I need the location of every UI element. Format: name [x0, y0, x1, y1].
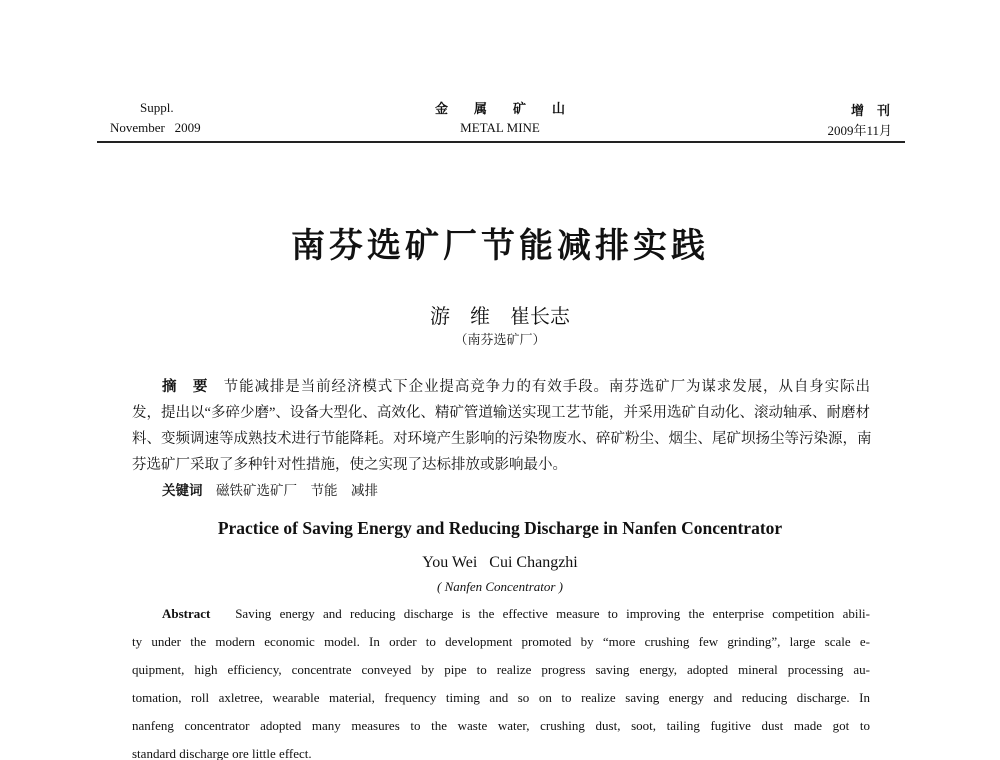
header-suppl: Suppl.: [140, 100, 174, 115]
title-en: Practice of Saving Energy and Reducing Discharge in Nanfen Concentrator: [217, 518, 783, 538]
abstract-en-line: quipment, high efficiency, concentrate conveyed by pipe to realize progress saving energy, adopted mineral processing au-: [132, 662, 870, 677]
abstract-cn-line: 料、变频调速等成熟技术进行节能降耗。对环境产生影响的污染物废水、碎矿粉尘、烟尘、尾矿坝扬尘等污染源，南: [132, 431, 872, 447]
abstract-en-line: tomation, roll axletree, wearable material, frequency timing and so on to realize saving energy and reducing discharge. In: [132, 690, 870, 705]
header-suppl-cn: 增 刊: [850, 103, 890, 118]
journal-name-en: METAL MINE: [460, 120, 540, 135]
authors-en: You Wei Cui Changzhi: [422, 554, 578, 571]
keywords-cn-value: 磁铁矿选矿厂 节能 减排: [216, 483, 378, 498]
affiliation-en: ( Nanfen Concentrator ): [436, 579, 563, 594]
abstract-cn-line: 芬选矿厂采取了多种针对性措施，使之实现了达标排放或影响最小。: [132, 457, 567, 473]
authors-cn: 游 维 崔长志: [430, 306, 570, 328]
header-rule: [97, 141, 905, 143]
abstract-cn-line: 摘 要 节能减排是当前经济模式下企业提高竞争力的有效手段。南芬选矿厂为谋求发展，从自身实际出: [162, 379, 871, 395]
keywords-cn-label: 关键词: [162, 483, 203, 498]
abstract-en-line: standard discharge ore little effect.: [132, 746, 312, 760]
header-date-en: November 2009: [110, 120, 201, 135]
keywords-cn: [162, 479, 378, 499]
abstract-en-line: Abstract Saving energy and reducing discharge is the effective measure to improving the enterprise competition abili-: [162, 606, 870, 621]
abstract-en-line: ty under the modern economic model. In order to development promoted by “more crushing few grinding”, large scale e-: [132, 634, 870, 649]
title-cn: 南芬选矿厂节能减排实践: [291, 228, 709, 265]
abstract-en-label: Abstract: [162, 606, 211, 621]
affiliation-cn: （南芬选矿厂）: [454, 332, 546, 347]
abstract-en-line: nanfeng concentrator adopted many measures to the waste water, crushing dust, soot, tailing fugitive dust made got to: [132, 718, 870, 733]
abstract-cn-label: 摘 要: [162, 379, 209, 395]
journal-name-cn: 金 属 矿 山: [434, 101, 565, 116]
header-date-cn: 2009年11月: [827, 123, 892, 138]
abstract-cn-line: 发，提出以“多碎少磨”、设备大型化、高效化、精矿管道输送实现工艺节能，并采用选矿自动化、滚动轴承、耐磨材: [132, 405, 870, 421]
